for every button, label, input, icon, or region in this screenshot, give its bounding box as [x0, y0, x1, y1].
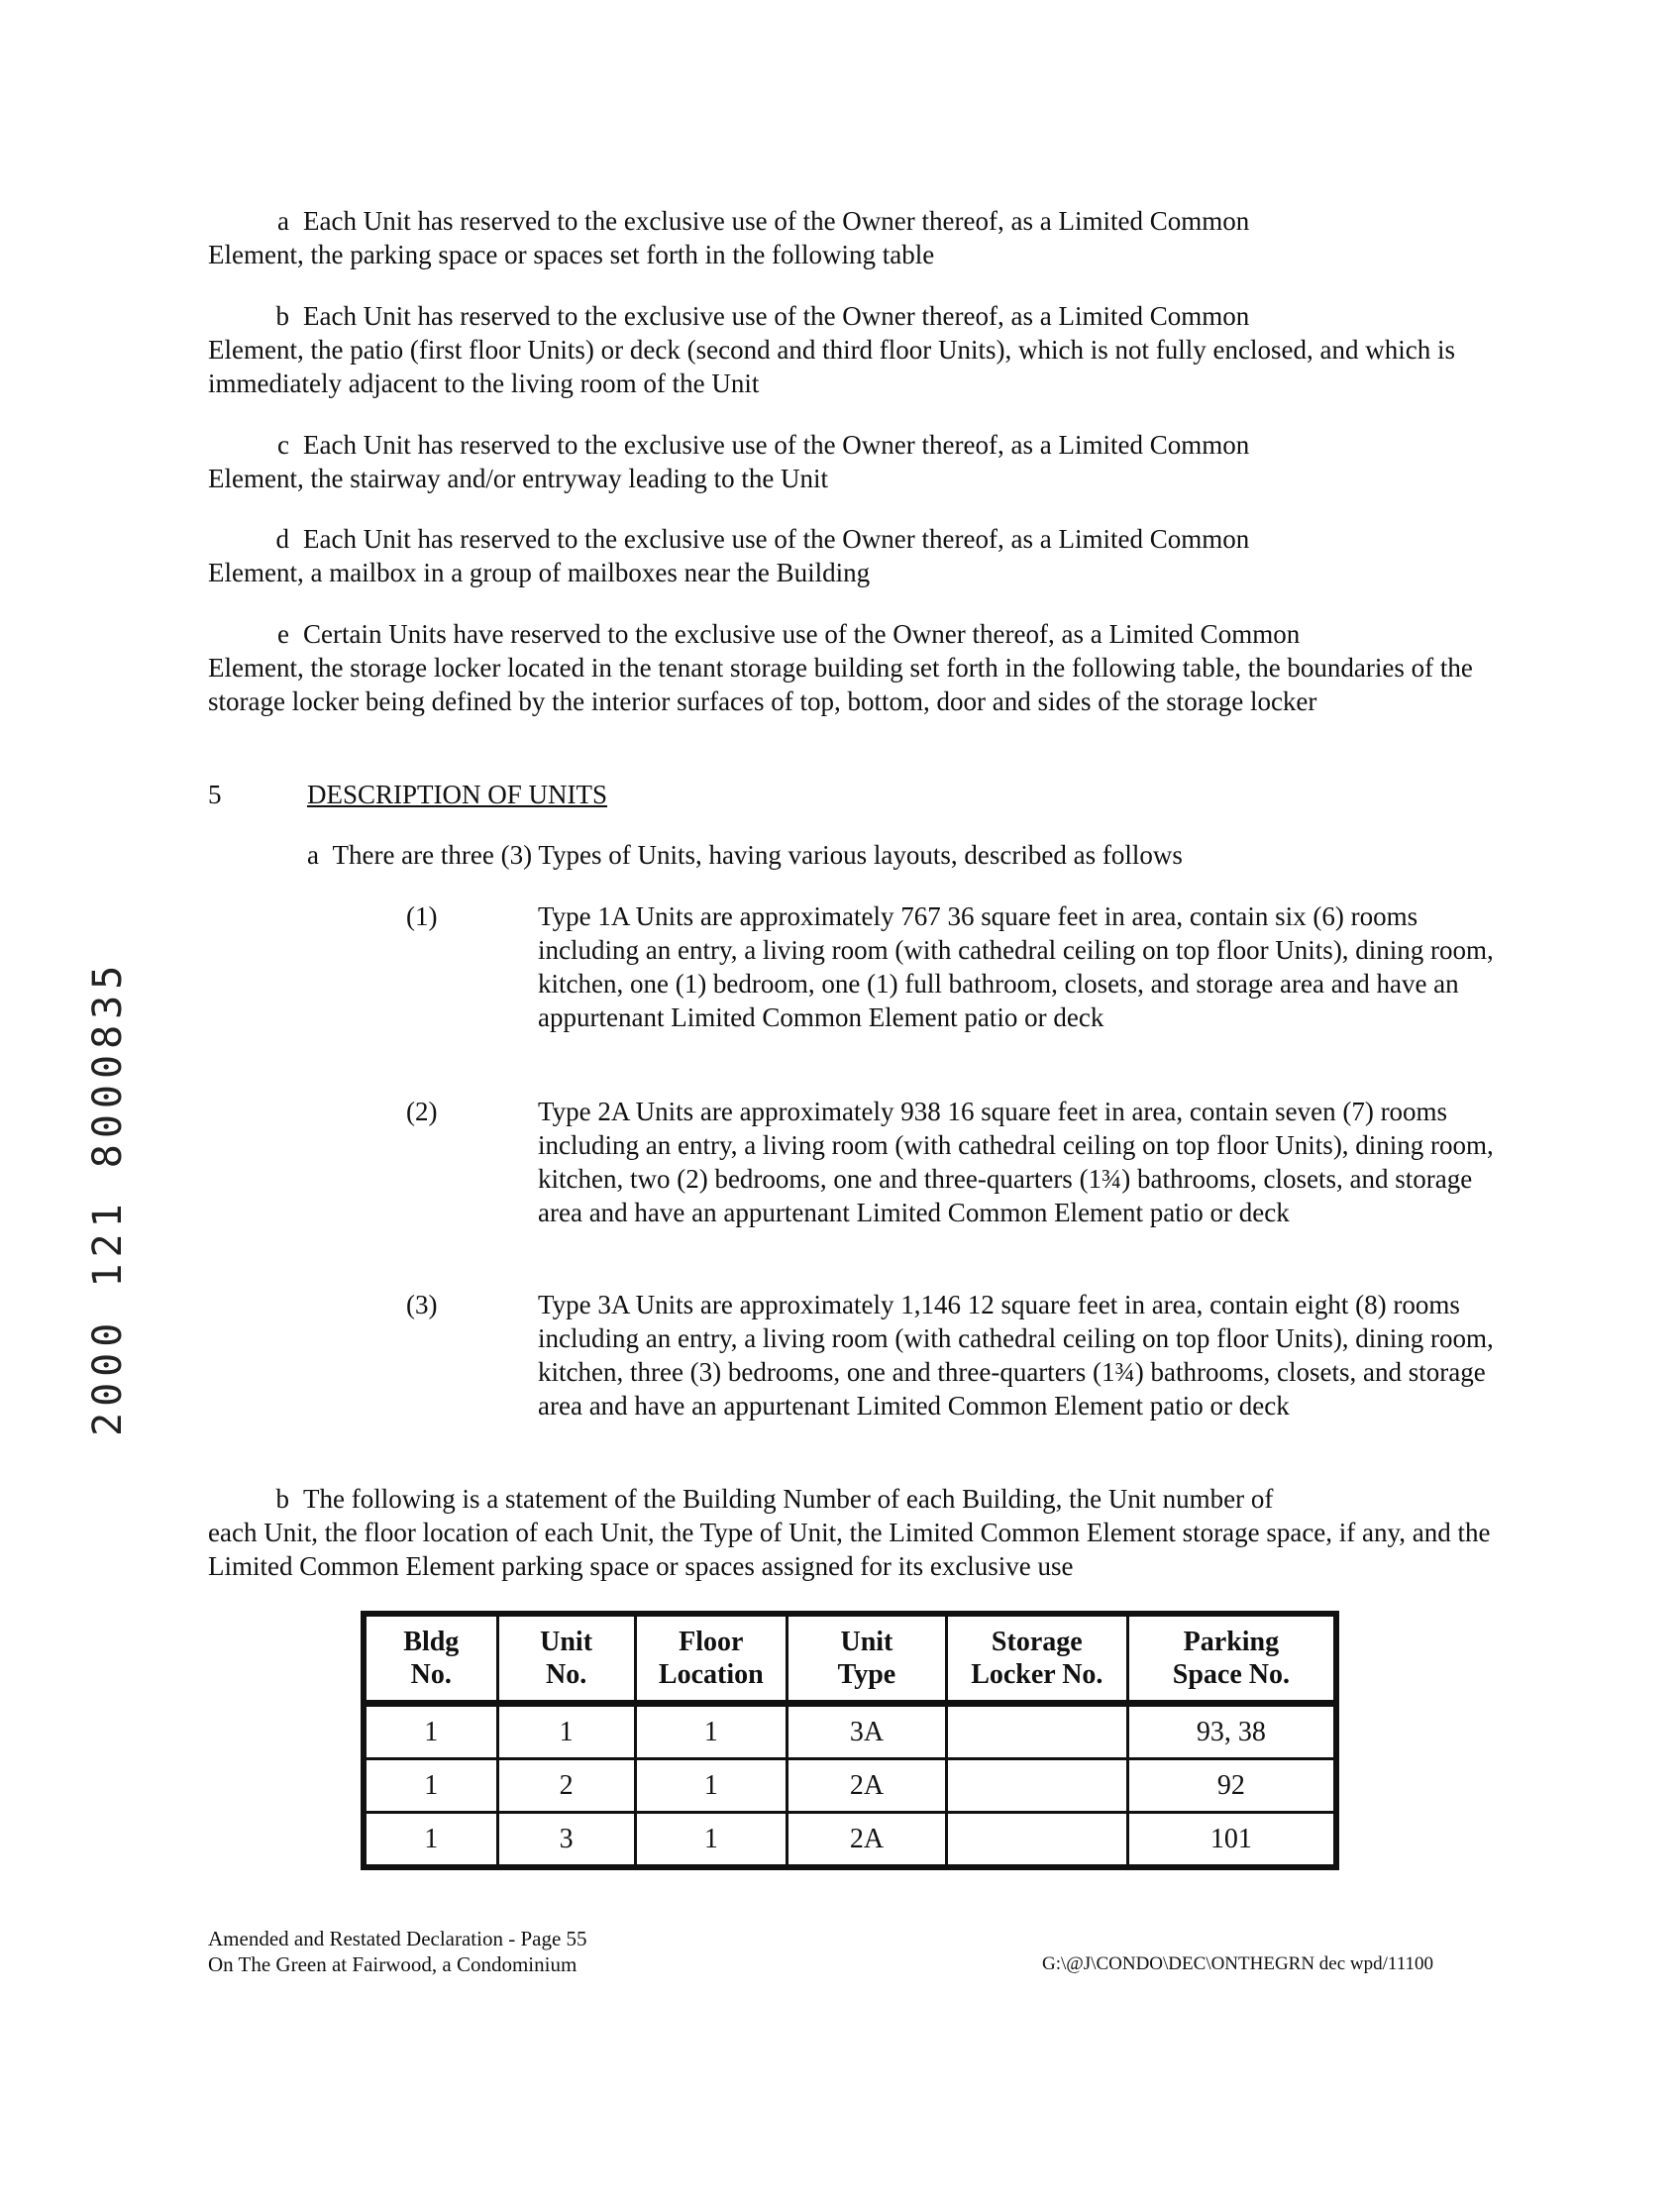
paragraph-b-rest: Element, the patio (first floor Units) or deck (second and third floor Units), which is not fully enclosed, and which is immediately adjacent to the living room of the Unit — [208, 335, 1455, 398]
paragraph-c-rest: Element, the stairway and/or entryway leading to the Unit — [208, 464, 829, 493]
recording-number-stamp: 2000 121 8000835 — [85, 959, 131, 1436]
cell-parking-space-no: 101 — [1127, 1813, 1336, 1868]
paragraph-d — [208, 522, 1496, 589]
paragraph-b-line1: Each Unit has reserved to the exclusive use of the Owner thereof, as a Limited Common — [303, 301, 1250, 331]
unit-type-text: Type 1A Units are approximately 767 36 square feet in area, contain six (6) rooms including an entry, a living room (with cathedral ceiling on top floor Units), dining room, kitchen, one (1) bedroom, one (1) full bathroom, closets, and storage area and have an appurtenant Limited Common Element patio or deck — [538, 901, 1494, 1032]
cell-storage-locker-no — [946, 1759, 1127, 1813]
table-header-row — [364, 1614, 1336, 1704]
paragraph-e-rest: Element, the storage locker located in the tenant storage building set forth in the following table, the boundaries of the storage locker being defined by the interior surfaces of top, bottom, door and sides of the storage locker — [208, 653, 1473, 716]
unit-assignment-table — [361, 1611, 1339, 1870]
paragraph-a-lead: a — [277, 206, 289, 236]
cell-unit-type: 2A — [788, 1759, 947, 1813]
paragraph-d-rest: Element, a mailbox in a group of mailboxes near the Building — [208, 558, 871, 587]
footer-file-path: G:\@J\CONDO\DEC\ONTHEGRN dec wpd/11100 — [1042, 1953, 1434, 1974]
header-parking-space-no — [1127, 1614, 1336, 1704]
cell-bldg-no: 1 — [364, 1759, 497, 1813]
unit-type-text: Type 3A Units are approximately 1,146 12 square feet in area, contain eight (8) rooms including an entry, a living room (with cathedral ceiling on top floor Units), dining room, kitchen, three (3) bedrooms, one and three-quarters (1¾) bathrooms, closets, and storage area and have an appurtenant Limited Common Element patio or deck — [538, 1290, 1494, 1421]
paragraph-d-line1: Each Unit has reserved to the exclusive use of the Owner thereof, as a Limited Common — [303, 524, 1250, 554]
header-line: Parking — [1183, 1627, 1280, 1657]
subsection-b — [208, 1482, 1496, 1583]
footer-document-title — [208, 1926, 587, 1977]
cell-parking-space-no: 92 — [1127, 1759, 1336, 1813]
header-line: No. — [410, 1659, 452, 1690]
header-line: Unit — [840, 1627, 893, 1657]
unit-type-number: (2) — [406, 1097, 438, 1126]
unit-type-number: (3) — [406, 1290, 438, 1319]
table-row — [364, 1759, 1336, 1813]
header-unit-no — [497, 1614, 635, 1704]
footer-line-1: Amended and Restated Declaration - Page 55 — [208, 1927, 587, 1950]
table-row — [364, 1704, 1336, 1759]
cell-bldg-no: 1 — [364, 1704, 497, 1759]
paragraph-a — [208, 204, 1496, 271]
header-line: Space No. — [1172, 1659, 1290, 1690]
header-line: Bldg — [403, 1627, 460, 1657]
paragraph-e-line1: Certain Units have reserved to the exclusive use of the Owner thereof, as a Limited Common — [303, 619, 1301, 649]
header-line: Location — [658, 1659, 764, 1690]
paragraph-c-lead: c — [277, 430, 289, 460]
section-heading — [208, 778, 1397, 811]
subsection-b-rest: each Unit, the floor location of each Unit, the Type of Unit, the Limited Common Element storage space, if any, and the Limited Common Element parking space or spaces assigned for its exclusive use — [208, 1518, 1491, 1581]
cell-unit-no: 1 — [497, 1704, 635, 1759]
cell-unit-no: 3 — [497, 1813, 635, 1868]
cell-bldg-no: 1 — [364, 1813, 497, 1868]
subsection-a-lead: a — [307, 840, 319, 870]
header-storage-locker-no — [946, 1614, 1127, 1704]
cell-floor-location: 1 — [635, 1759, 787, 1813]
cell-unit-type: 2A — [788, 1813, 947, 1868]
cell-storage-locker-no — [946, 1813, 1127, 1868]
unit-type-number: (1) — [406, 901, 438, 931]
header-bldg-no — [364, 1614, 497, 1704]
cell-floor-location: 1 — [635, 1704, 787, 1759]
header-line: Locker No. — [971, 1659, 1103, 1690]
header-line: Storage — [991, 1627, 1083, 1657]
subsection-a-text: There are three (3) Types of Units, having various layouts, described as follows — [332, 840, 1183, 870]
section-number: 5 — [208, 780, 222, 809]
cell-floor-location: 1 — [635, 1813, 787, 1868]
paragraph-b-lead: b — [275, 301, 289, 331]
header-unit-type — [788, 1614, 947, 1704]
cell-parking-space-no: 93, 38 — [1127, 1704, 1336, 1759]
subsection-b-line1: The following is a statement of the Building Number of each Building, the Unit number of — [303, 1484, 1274, 1514]
header-line: No. — [545, 1659, 587, 1690]
paragraph-e-lead: e — [277, 619, 289, 649]
footer-line-2: On The Green at Fairwood, a Condominium — [208, 1952, 578, 1976]
header-line: Unit — [540, 1627, 593, 1657]
paragraph-a-rest: Element, the parking space or spaces set forth in the following table — [208, 240, 935, 269]
paragraph-e — [208, 617, 1496, 718]
table-row — [364, 1813, 1336, 1868]
cell-unit-type: 3A — [788, 1704, 947, 1759]
unit-type-text: Type 2A Units are approximately 938 16 square feet in area, contain seven (7) rooms including an entry, a living room (with cathedral ceiling on top floor Units), dining room, kitchen, two (2) bedrooms, one and three-quarters (1¾) bathrooms, closets, and storage area and have an appurtenant Limited Common Element patio or deck — [538, 1097, 1494, 1227]
header-line: Floor — [679, 1627, 744, 1657]
header-floor-location — [635, 1614, 787, 1704]
paragraph-d-lead: d — [275, 524, 289, 554]
paragraph-a-line1: Each Unit has reserved to the exclusive use of the Owner thereof, as a Limited Common — [303, 206, 1250, 236]
paragraph-b — [208, 299, 1496, 400]
cell-unit-no: 2 — [497, 1759, 635, 1813]
subsection-b-lead: b — [275, 1484, 289, 1514]
subsection-a — [307, 838, 1496, 872]
paragraph-c — [208, 428, 1496, 495]
cell-storage-locker-no — [946, 1704, 1127, 1759]
section-title: DESCRIPTION OF UNITS — [307, 780, 608, 809]
header-line: Type — [837, 1659, 896, 1690]
paragraph-c-line1: Each Unit has reserved to the exclusive use of the Owner thereof, as a Limited Common — [303, 430, 1250, 460]
